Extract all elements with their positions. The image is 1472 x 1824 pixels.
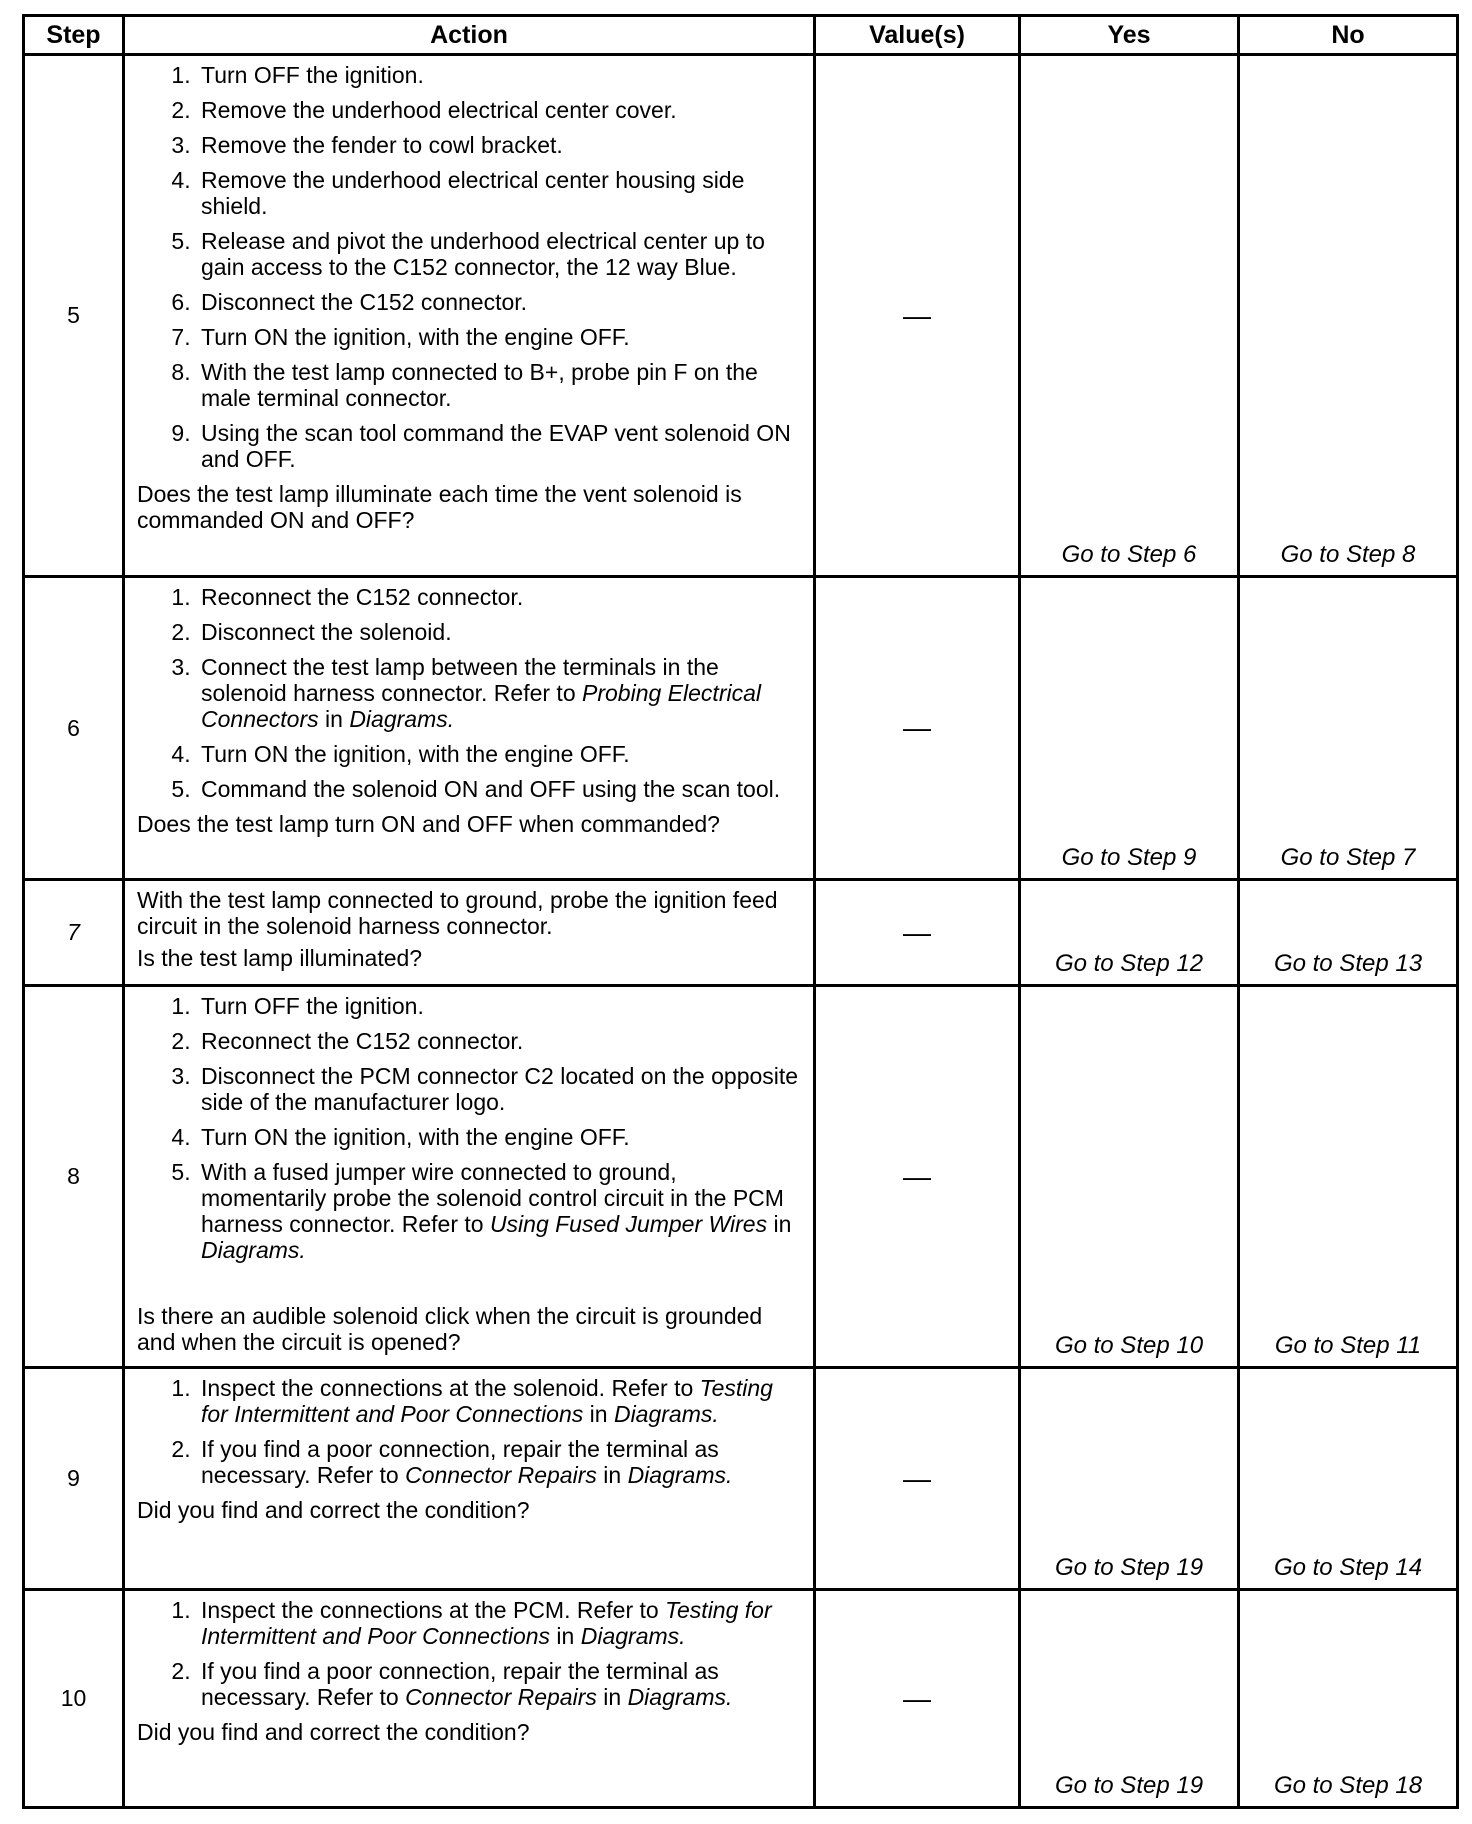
action-steps-list [137, 1597, 799, 1710]
action-cell [124, 1590, 815, 1808]
no-result: Go to Step 14 [1239, 1368, 1458, 1590]
action-cell [124, 880, 815, 986]
diagnostic-table [22, 14, 1459, 1809]
action-cell [124, 577, 815, 880]
reference-book: Diagrams. [627, 1462, 733, 1488]
reference-title: Testing for Intermittent and Poor Connections [201, 1597, 772, 1649]
value-cell: — [815, 1368, 1020, 1590]
list-item: 3. Connect the test lamp between the terminals in the solenoid harness connector. Refer to Probing Electrical Connectors in Diagrams. [197, 654, 799, 732]
step-number: 7 [24, 880, 124, 986]
yes-result: Go to Step 10 [1020, 986, 1239, 1368]
list-item: 1. Reconnect the C152 connector. [197, 584, 799, 610]
list-item: 2. If you find a poor connection, repair the terminal as necessary. Refer to Connector Repairs in Diagrams. [197, 1658, 799, 1710]
list-item: 8. With the test lamp connected to B+, probe pin F on the male terminal connector. [197, 359, 799, 411]
no-result: Go to Step 18 [1239, 1590, 1458, 1808]
header-no: No [1239, 16, 1458, 55]
step-number: 5 [24, 55, 124, 577]
action-steps-list [137, 584, 799, 802]
action-question: Does the test lamp illuminate each time the vent solenoid is commanded ON and OFF? [137, 481, 742, 533]
action-instruction: With the test lamp connected to ground, probe the ignition feed circuit in the solenoid harness connector. [137, 887, 778, 939]
reference-book: Diagrams. [349, 706, 455, 732]
value-cell: — [815, 1590, 1020, 1808]
no-result: Go to Step 8 [1239, 55, 1458, 577]
table-row-step-5 [24, 55, 1458, 577]
action-question: Did you find and correct the condition? [137, 1497, 530, 1523]
yes-result: Go to Step 6 [1020, 55, 1239, 577]
reference-book: Diagrams. [627, 1684, 733, 1710]
reference-title: Connector Repairs [405, 1684, 597, 1710]
list-item: 1. Turn OFF the ignition. [197, 62, 799, 88]
list-item: 2. Reconnect the C152 connector. [197, 1028, 799, 1054]
list-item: 4. Remove the underhood electrical center housing side shield. [197, 167, 799, 219]
list-item: 7. Turn ON the ignition, with the engine OFF. [197, 324, 799, 350]
reference-title: Connector Repairs [405, 1462, 597, 1488]
list-item: 4. Turn ON the ignition, with the engine OFF. [197, 1124, 799, 1150]
table-row-step-6 [24, 577, 1458, 880]
list-item: 2. If you find a poor connection, repair the terminal as necessary. Refer to Connector Repairs in Diagrams. [197, 1436, 799, 1488]
action-steps-list [137, 62, 799, 472]
yes-result: Go to Step 12 [1020, 880, 1239, 986]
action-question: Does the test lamp turn ON and OFF when commanded? [137, 811, 720, 837]
table-row-step-7 [24, 880, 1458, 986]
no-result: Go to Step 13 [1239, 880, 1458, 986]
reference-book: Diagrams. [201, 1237, 306, 1263]
action-question: Is the test lamp illuminated? [137, 945, 423, 971]
list-item: 5. Release and pivot the underhood electrical center up to gain access to the C152 connector, the 12 way Blue. [197, 228, 799, 280]
action-cell [124, 55, 815, 577]
value-cell: — [815, 55, 1020, 577]
list-item: 1. Turn OFF the ignition. [197, 993, 799, 1019]
list-item: 1. Inspect the connections at the PCM. Refer to Testing for Intermittent and Poor Connections in Diagrams. [197, 1597, 799, 1649]
header-action: Action [124, 16, 815, 55]
list-item: 5. Command the solenoid ON and OFF using the scan tool. [197, 776, 799, 802]
value-cell: — [815, 880, 1020, 986]
list-item: 3. Remove the fender to cowl bracket. [197, 132, 799, 158]
value-cell: — [815, 577, 1020, 880]
action-cell [124, 1368, 815, 1590]
step-number: 6 [24, 577, 124, 880]
list-item: 4. Turn ON the ignition, with the engine OFF. [197, 741, 799, 767]
yes-result: Go to Step 19 [1020, 1368, 1239, 1590]
reference-title: Probing Electrical Connectors [201, 680, 761, 732]
header-yes: Yes [1020, 16, 1239, 55]
header-row [24, 16, 1458, 55]
step-number: 9 [24, 1368, 124, 1590]
value-cell: — [815, 986, 1020, 1368]
no-result: Go to Step 11 [1239, 986, 1458, 1368]
no-result: Go to Step 7 [1239, 577, 1458, 880]
list-item: 5. With a fused jumper wire connected to ground, momentarily probe the solenoid control circuit in the PCM harness connector. Refer to Using Fused Jumper Wires in Diagrams. [197, 1159, 799, 1263]
header-step: Step [24, 16, 124, 55]
list-item: 6. Disconnect the C152 connector. [197, 289, 799, 315]
list-item: 1. Inspect the connections at the solenoid. Refer to Testing for Intermittent and Poor Connections in Diagrams. [197, 1375, 799, 1427]
list-item: 2. Disconnect the solenoid. [197, 619, 799, 645]
list-item: 2. Remove the underhood electrical center cover. [197, 97, 799, 123]
reference-title: Using Fused Jumper Wires [489, 1211, 768, 1237]
action-question: Is there an audible solenoid click when the circuit is grounded and when the circuit is opened? [137, 1303, 763, 1355]
action-steps-list [137, 1375, 799, 1488]
reference-book: Diagrams. [613, 1401, 719, 1427]
step-number: 8 [24, 986, 124, 1368]
action-question: Did you find and correct the condition? [137, 1719, 530, 1745]
reference-title: Testing for Intermittent and Poor Connections [201, 1375, 773, 1427]
action-cell [124, 986, 815, 1368]
yes-result: Go to Step 19 [1020, 1590, 1239, 1808]
header-values: Value(s) [815, 16, 1020, 55]
action-steps-list [137, 993, 799, 1263]
table-row-step-10 [24, 1590, 1458, 1808]
yes-result: Go to Step 9 [1020, 577, 1239, 880]
step-number: 10 [24, 1590, 124, 1808]
table-row-step-8 [24, 986, 1458, 1368]
table-row-step-9 [24, 1368, 1458, 1590]
list-item: 3. Disconnect the PCM connector C2 located on the opposite side of the manufacturer logo. [197, 1063, 799, 1115]
reference-book: Diagrams. [580, 1623, 686, 1649]
list-item: 9. Using the scan tool command the EVAP vent solenoid ON and OFF. [197, 420, 799, 472]
